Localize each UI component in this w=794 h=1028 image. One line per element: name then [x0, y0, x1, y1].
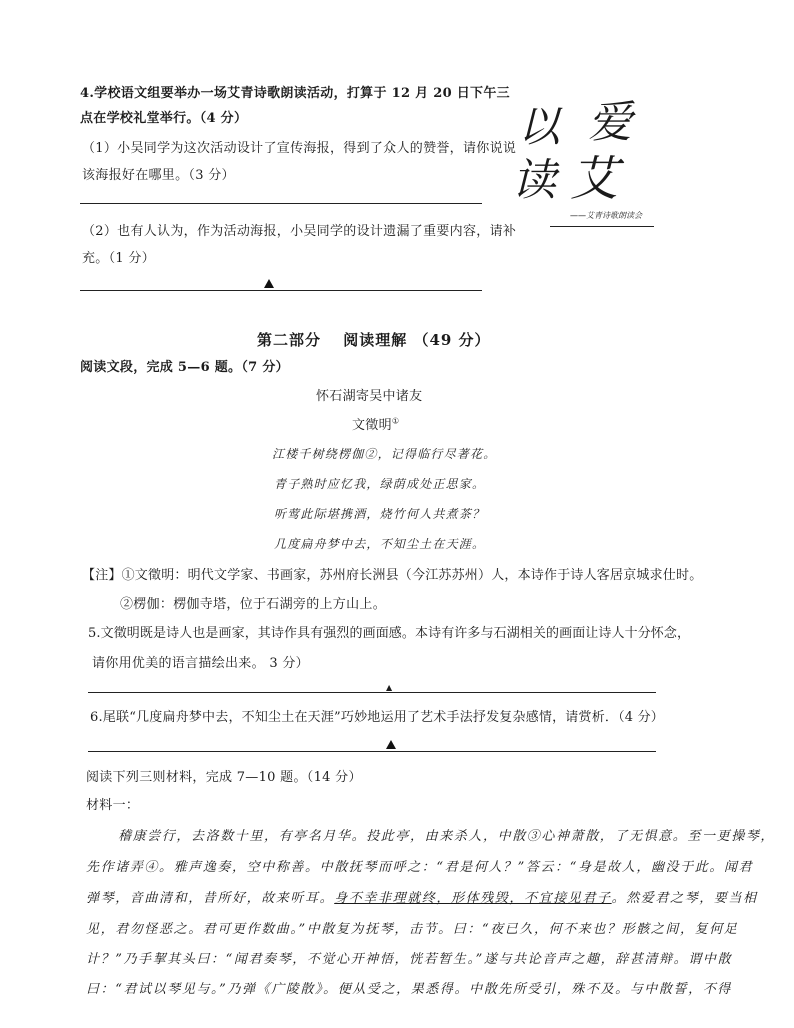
part2-heading: 第二部分 阅读理解 （49 分）	[257, 331, 491, 349]
material-1-line-3	[86, 887, 758, 906]
poster-caption: ——艾青诗歌朗读会	[570, 211, 642, 220]
poster-underline	[550, 226, 654, 227]
material-1-line-2: 先作诸弄④。雅声逸奏，空中称善。中散抚琴而呼之：“君是何人？”答云：“身是故人，幽没于此。闻君	[86, 860, 754, 875]
q4-sub2-line1: （2）也有人认为，作为活动海报，小吴同学的设计遗漏了重要内容，请补	[82, 224, 517, 239]
material-1-line-6: 曰：“君试以琴见与。”乃弹《广陵散》。便从受之，果悉得。中散先所受引，殊不及。与中散誓，不得	[86, 982, 732, 997]
answer-line-q4-1	[80, 203, 482, 204]
materials-instruction: 阅读下列三则材料，完成 7—10 题。（14 分）	[86, 770, 362, 785]
part2-instruction: 阅读文段，完成 5—6 题。（7 分）	[80, 360, 289, 375]
poem-line-2: 青子熟时应忆我，绿荫成处正思家。	[274, 477, 486, 491]
poster-char-1: 以	[518, 102, 559, 151]
answer-line-q4-2	[80, 290, 482, 291]
note-1: 【注】①文徵明：明代文学家、书画家，苏州府长洲县（今江苏苏州）人，本诗作于诗人客居京城求仕时。	[82, 568, 703, 583]
material-1-line-1: 稽康尝行，去洛数十里，有亭名月华。投此亭，由来杀人，中散③心神萧散，了无惧意。至一更操琴，	[118, 829, 776, 844]
material-1-line-4: 见，君勿怪恶之。君可更作数曲。”中散复为抚琴，击节。曰：“夜已久，何不来也？形骸之间，复何足	[86, 922, 739, 937]
answer-line-q6	[88, 751, 656, 752]
q5-line2: 请你用优美的语言描绘出来。 3 分）	[92, 656, 309, 671]
poem-line-4: 几度扁舟梦中去，不知尘土在天涯。	[274, 537, 486, 551]
q4-sub2-line2: 充。（1 分）	[82, 251, 156, 266]
q4-stem-line2: 点在学校礼堂举行。（4 分）	[80, 111, 248, 126]
poster-char-2: 爱	[588, 97, 632, 148]
material-1-line-3b: 。然爱君之琴，要当相	[611, 891, 758, 906]
note-2: ②楞伽：楞伽寺塔，位于石湖旁的上方山上。	[120, 597, 387, 612]
poster-char-4: 艾	[570, 151, 619, 207]
poster-calligraphy	[510, 92, 660, 232]
material-1-line-3a: 弹琴，音曲清和，昔所好，故来听耳。	[86, 891, 335, 906]
triangle-marker	[386, 740, 396, 749]
material-1-line-5: 计？”乃手挈其头曰：“闻君奏琴，不觉心开神悟，恍若暂生。”遂与共论音声之趣，辞甚清辩。谓中散	[86, 952, 733, 967]
q4-sub1-line2: 该海报好在哪里。（3 分）	[82, 168, 235, 183]
q5-line1: 5.文徵明既是诗人也是画家，其诗作具有强烈的画面感。本诗有许多与石湖相关的画面让诗人十分怀念，	[88, 626, 691, 641]
poem-author-name: 文徵明	[352, 418, 392, 433]
triangle-marker-faint: ▲	[386, 683, 393, 692]
triangle-marker	[264, 279, 274, 288]
poem-title: 怀石湖寄吴中诸友	[316, 389, 423, 404]
poem-author-note: ①	[391, 416, 400, 426]
poster-char-3: 读	[512, 155, 556, 206]
q4-sub1-line1: （1）小吴同学为这次活动设计了宣传海报，得到了众人的赞誉，请你说说	[82, 141, 517, 156]
material-underlined-sentence: 身不幸非理就终，形体残毁，不宜接见君子	[334, 891, 612, 906]
poem-author	[352, 414, 399, 433]
material-1-label: 材料一：	[86, 798, 140, 813]
answer-line-q5	[88, 692, 656, 693]
q4-stem-line1: 4.学校语文组要举办一场艾青诗歌朗读活动，打算于 12 月 20 日下午三	[80, 86, 510, 101]
poem-line-1: 江楼千树绕楞伽②，记得临行尽著花。	[272, 447, 497, 461]
poem-line-3: 听莺此际堪携酒，烧竹何人共煮茶？	[274, 507, 486, 521]
q6-line1: 6.尾联“几度扁舟梦中去，不知尘土在天涯”巧妙地运用了艺术手法抒发复杂感情，请赏析．（4 分）	[90, 710, 664, 725]
